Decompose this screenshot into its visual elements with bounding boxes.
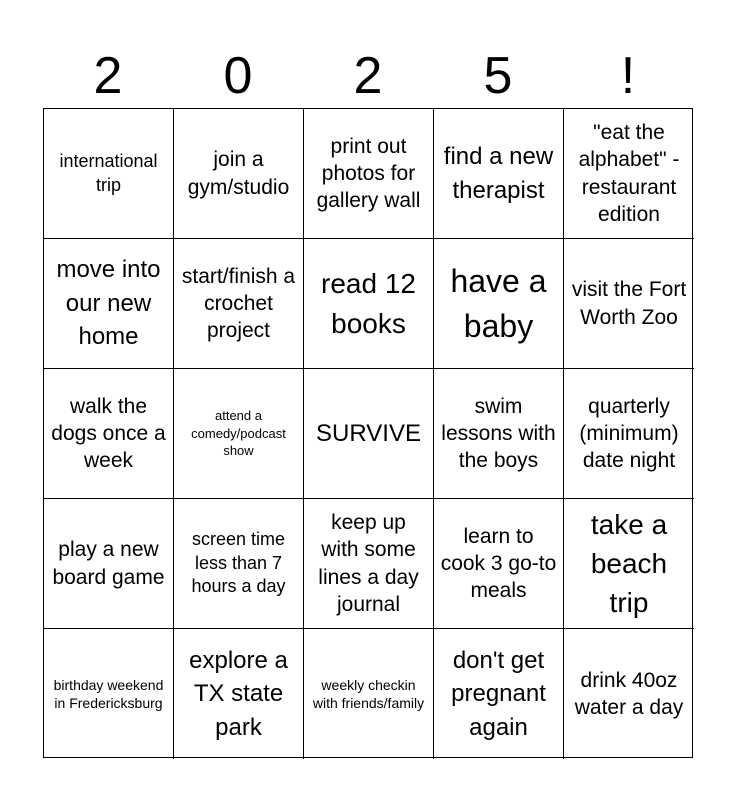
bingo-cell-r1c4[interactable]: find a new therapist (434, 109, 564, 239)
bingo-cell-r1c1[interactable]: international trip (44, 109, 174, 239)
bingo-cell-r2c1[interactable]: move into our new home (44, 239, 174, 369)
bingo-cell-r3c2[interactable]: attend a comedy/podcast show (174, 369, 304, 499)
header-letter-3: 2 (353, 47, 383, 105)
bingo-cell-r5c1[interactable]: birthday weekend in Fredericksburg (44, 629, 174, 759)
header-letter-2: 0 (223, 47, 253, 105)
bingo-cell-r2c5[interactable]: visit the Fort Worth Zoo (564, 239, 694, 369)
header-letter-1: 2 (93, 47, 123, 105)
bingo-cell-r4c1[interactable]: play a new board game (44, 499, 174, 629)
bingo-cell-r4c2[interactable]: screen time less than 7 hours a day (174, 499, 304, 629)
bingo-cell-r1c5[interactable]: "eat the alphabet" - restaurant edition (564, 109, 694, 239)
bingo-cell-r4c3[interactable]: keep up with some lines a day journal (304, 499, 434, 629)
bingo-cell-r3c3-free[interactable]: SURVIVE (304, 369, 434, 499)
header-letter-5: ! (620, 47, 636, 105)
bingo-cell-r2c3[interactable]: read 12 books (304, 239, 434, 369)
bingo-cell-r5c4[interactable]: don't get pregnant again (434, 629, 564, 759)
bingo-cell-r1c2[interactable]: join a gym/studio (174, 109, 304, 239)
bingo-cell-r2c4[interactable]: have a baby (434, 239, 564, 369)
bingo-cell-r1c3[interactable]: print out photos for gallery wall (304, 109, 434, 239)
bingo-cell-r5c3[interactable]: weekly checkin with friends/family (304, 629, 434, 759)
bingo-cell-r3c5[interactable]: quarterly (minimum) date night (564, 369, 694, 499)
header-letter-4: 5 (483, 47, 513, 105)
bingo-cell-r5c2[interactable]: explore a TX state park (174, 629, 304, 759)
bingo-cell-r3c4[interactable]: swim lessons with the boys (434, 369, 564, 499)
bingo-cell-r4c5[interactable]: take a beach trip (564, 499, 694, 629)
bingo-board (43, 108, 693, 758)
bingo-cell-r4c4[interactable]: learn to cook 3 go-to meals (434, 499, 564, 629)
bingo-cell-r5c5[interactable]: drink 40oz water a day (574, 668, 684, 719)
bingo-header (43, 44, 693, 108)
bingo-cell-r3c1[interactable]: walk the dogs once a week (44, 369, 174, 499)
bingo-cell-r2c2[interactable]: start/finish a crochet project (174, 239, 304, 369)
